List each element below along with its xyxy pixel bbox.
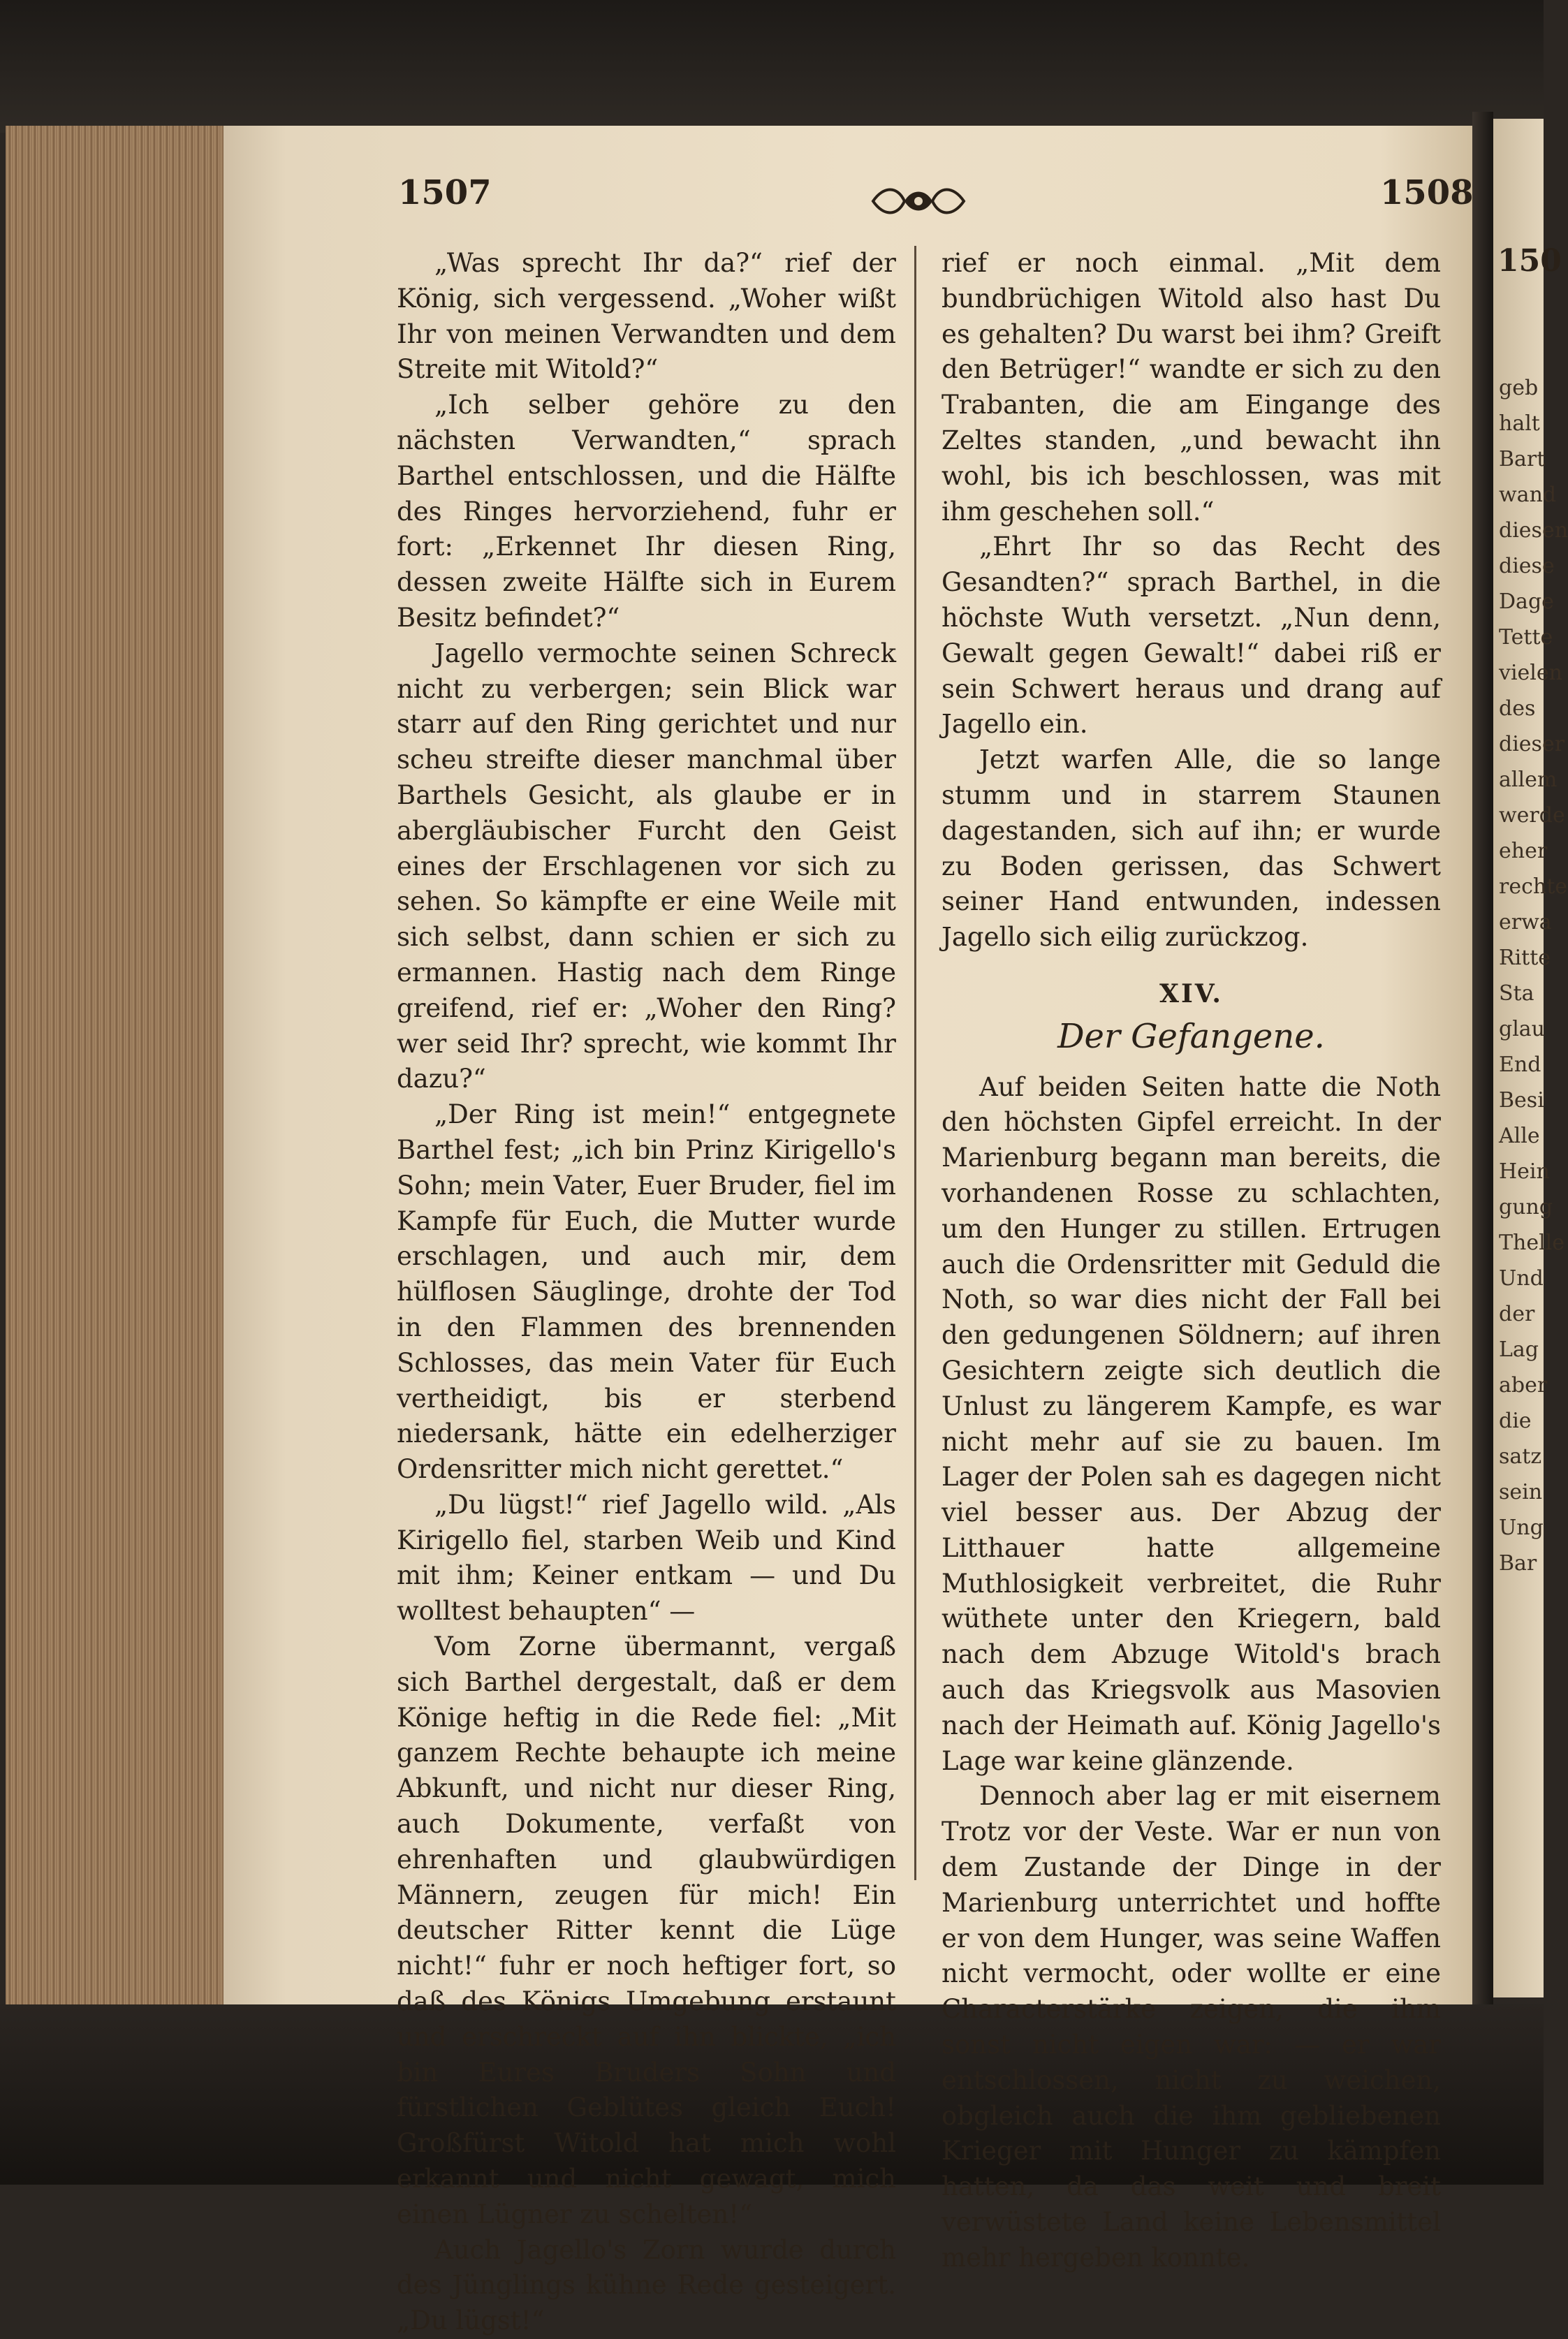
- next-page-words: [1499, 370, 1568, 1581]
- paragraph: rief er noch einmal. „Mit dem bundbrüchigen Witold also hast Du es gehalten? Du warst bei ihm? Greift den Betrüger!“ wandte er sich zu den Trabanten, die am Eingange des Zeltes standen, „und bewacht ihn wohl, bis ich beschlossen, was mit ihm geschehen soll.“: [941, 248, 1441, 527]
- next-page-word: Bart: [1499, 447, 1546, 471]
- next-page-word: Ritte: [1499, 946, 1551, 970]
- paragraph: Dennoch aber lag er mit eisernem Trotz vor der Veste. War er nun von dem Zustande der Dinge in der Marienburg unterrichtet und hoffte er von dem Hunger, was seine Waffen nicht vermocht, oder wollte er eine Characterstärke zeigen, die ihm sonst nicht eigen war: — er war entschlossen, nicht zu weichen, obgleich auch die ihm gebliebenen Krieger mit Hunger zu kämpfen hatten, da das weit und breit verwüstete Land keine Lebensmittel mehr hergeben konnte.: [941, 1781, 1441, 2273]
- background-top: [0, 0, 1544, 133]
- next-page-word: diese: [1499, 554, 1555, 578]
- next-page-word: End: [1499, 1053, 1541, 1077]
- paragraph: „Was sprecht Ihr da?“ rief der König, sich vergessend. „Woher wißt Ihr von meinen Verwandten und dem Streite mit Witold?“: [397, 248, 896, 385]
- page-number-right: 1508: [1380, 173, 1474, 212]
- paragraph: Jetzt warfen Alle, die so lange stumm und in starrem Staunen dagestanden, sich auf ihn; er wurde zu Boden gerissen, das Schwert seiner Hand entwunden, indessen Jagello sich eilig zurückzog.: [941, 745, 1441, 953]
- next-page-word: eher: [1499, 839, 1548, 863]
- next-page-word: Dage: [1499, 589, 1554, 614]
- next-page-word: wand: [1499, 483, 1557, 507]
- book-gutter: [1472, 112, 1493, 2025]
- paragraph: „Ich selber gehöre zu den nächsten Verwandten,“ sprach Barthel entschlossen, und die Hälfte des Ringes hervorziehend, fuhr er fort: „Erkennet Ihr diesen Ring, dessen zweite Hälfte sich in Eurem Besitz befindet?“: [397, 390, 896, 633]
- next-page-word: halt: [1499, 411, 1540, 436]
- column-divider: [914, 246, 916, 1880]
- paragraph: Auf beiden Seiten hatte die Noth den höchsten Gipfel erreicht. In der Marienburg begann man bereits, die vorhandenen Rosse zu schlachten, um den Hunger zu stillen. Ertrugen auch die Ordensritter mit Geduld die Noth, so war dies nicht der Fall bei den gedungenen Söldnern; auf ihren Gesichtern zeigte sich deutlich die Unlust zu längerem Kampfe, es war nicht mehr auf sie zu bauen. Im Lager der Polen sah es dagegen nicht viel besser aus. Der Abzug der Litthauer hatte allgemeine Muthlosigkeit verbreitet, die Ruhr wüthete unter den Kriegern, bald nach dem Abzuge Witold's brach auch das Kriegsvolk aus Masovien nach der Heimath auf. König Jagello's Lage war keine glänzende.: [941, 1071, 1441, 1776]
- paragraph: „Ehrt Ihr so das Recht des Gesandten?“ sprach Barthel, in die höchste Wuth versetzt. „Nun denn, Gewalt gegen Gewalt!“ dabei riß er sein Schwert heraus und drang auf Jagello ein.: [941, 531, 1441, 740]
- ornament-icon: [866, 180, 971, 222]
- next-page-word: aber: [1499, 1373, 1548, 1398]
- next-page-word: Alle: [1499, 1124, 1540, 1148]
- next-page-word: erwa: [1499, 910, 1552, 934]
- next-page-word: Tette: [1499, 625, 1553, 650]
- paragraph: „Du lügst!“ rief Jagello wild. „Als Kirigello fiel, starben Weib und Kind mit ihm; Keiner entkam — und Du wolltest behaupten“ —: [397, 1489, 896, 1627]
- next-page-word: Besi: [1499, 1088, 1544, 1113]
- next-page-word: Hein: [1499, 1159, 1550, 1184]
- next-page-word: diesen: [1499, 518, 1568, 543]
- paragraph: Vom Zorne übermannt, vergaß sich Barthel dergestalt, daß er dem Könige heftig in die Rede fiel: „Mit ganzem Rechte behaupte ich meine Abkunft, und nicht nur dieser Ring, auch Dokumente, verfaßt von ehrenhaften und glaubwürdigen Männern, zeugen für mich! Ein deutscher Ritter kennt die Lüge nicht!“ fuhr er noch heftiger fort, so daß des Königs Umgebung erstaunt und erschreckt auf ihn blickte, „ich bin Eures Bruders Sohn und fürstlichen Geblütes gleich Euch! Großfürst Witold hat mich wohl erkannt und nicht gewagt, mich einen Lügner zu schelten!“: [397, 1632, 896, 2229]
- paragraph: „Der Ring ist mein!“ entgegnete Barthel fest; „ich bin Prinz Kirigello's Sohn; mein Vater, Euer Bruder, fiel im Kampfe für Euch, die Mutter wurde erschlagen, und auch mir, dem hülflosen Säuglinge, drohte der Tod in den Flammen des brennenden Schlosses, das mein Vater für Euch vertheidigt, bis er sterbend niedersank, hätte ein edelherziger Ordensritter mich nicht gerettet.“: [397, 1099, 896, 1485]
- next-page-word: rechte: [1499, 874, 1568, 899]
- next-page-word: Thelle: [1499, 1231, 1565, 1255]
- next-page-word: Und: [1499, 1266, 1544, 1291]
- next-page-word: Lag: [1499, 1337, 1539, 1362]
- paragraph: Jagello vermochte seinen Schreck nicht zu verbergen; sein Blick war starr auf den Ring gerichtet und nur scheu streifte dieser manchmal über Barthels Gesicht, als glaube er in abergläubischer Furcht den Geist eines der Erschlagenen vor sich zu sehen. So kämpfte er eine Weile mit sich selbst, dann schien er sich zu ermannen. Hastig nach dem Ringe greifend, rief er: „Woher den Ring? wer seid Ihr? sprecht, wie kommt Ihr dazu?“: [397, 638, 896, 1094]
- text-column-left: [397, 246, 896, 2339]
- next-page-word: gung: [1499, 1195, 1553, 1219]
- paragraph: Auch Jagello's Zorn wurde durch des Jünglings kühne Rede gesteigert. „Du lügst!“: [397, 2234, 896, 2336]
- text-column-right: [941, 246, 1441, 2276]
- next-page-word: der: [1499, 1302, 1535, 1326]
- next-page-word: werde: [1499, 803, 1565, 828]
- next-page-word: sein: [1499, 1480, 1543, 1504]
- next-page-word: Ung: [1499, 1516, 1544, 1540]
- next-page-word: des: [1499, 696, 1536, 721]
- next-page-word: Sta: [1499, 981, 1534, 1006]
- next-page-word: satz: [1499, 1444, 1542, 1469]
- chapter-number: XIV.: [1159, 978, 1223, 1009]
- next-page-word: Bar: [1499, 1551, 1537, 1576]
- page-number-left: 1507: [398, 173, 492, 212]
- chapter-title: Der Gefangene.: [1057, 1016, 1325, 1056]
- next-page-word: vielen: [1499, 661, 1562, 685]
- book-page-edges: [6, 126, 226, 2011]
- next-page-number: 150: [1497, 243, 1562, 279]
- next-page-fragment: [1493, 119, 1568, 1997]
- next-page-word: glau: [1499, 1017, 1546, 1041]
- next-page-word: die: [1499, 1409, 1532, 1433]
- next-page-word: geb: [1499, 376, 1539, 400]
- next-page-word: allem: [1499, 768, 1558, 792]
- next-page-word: dieser: [1499, 732, 1565, 756]
